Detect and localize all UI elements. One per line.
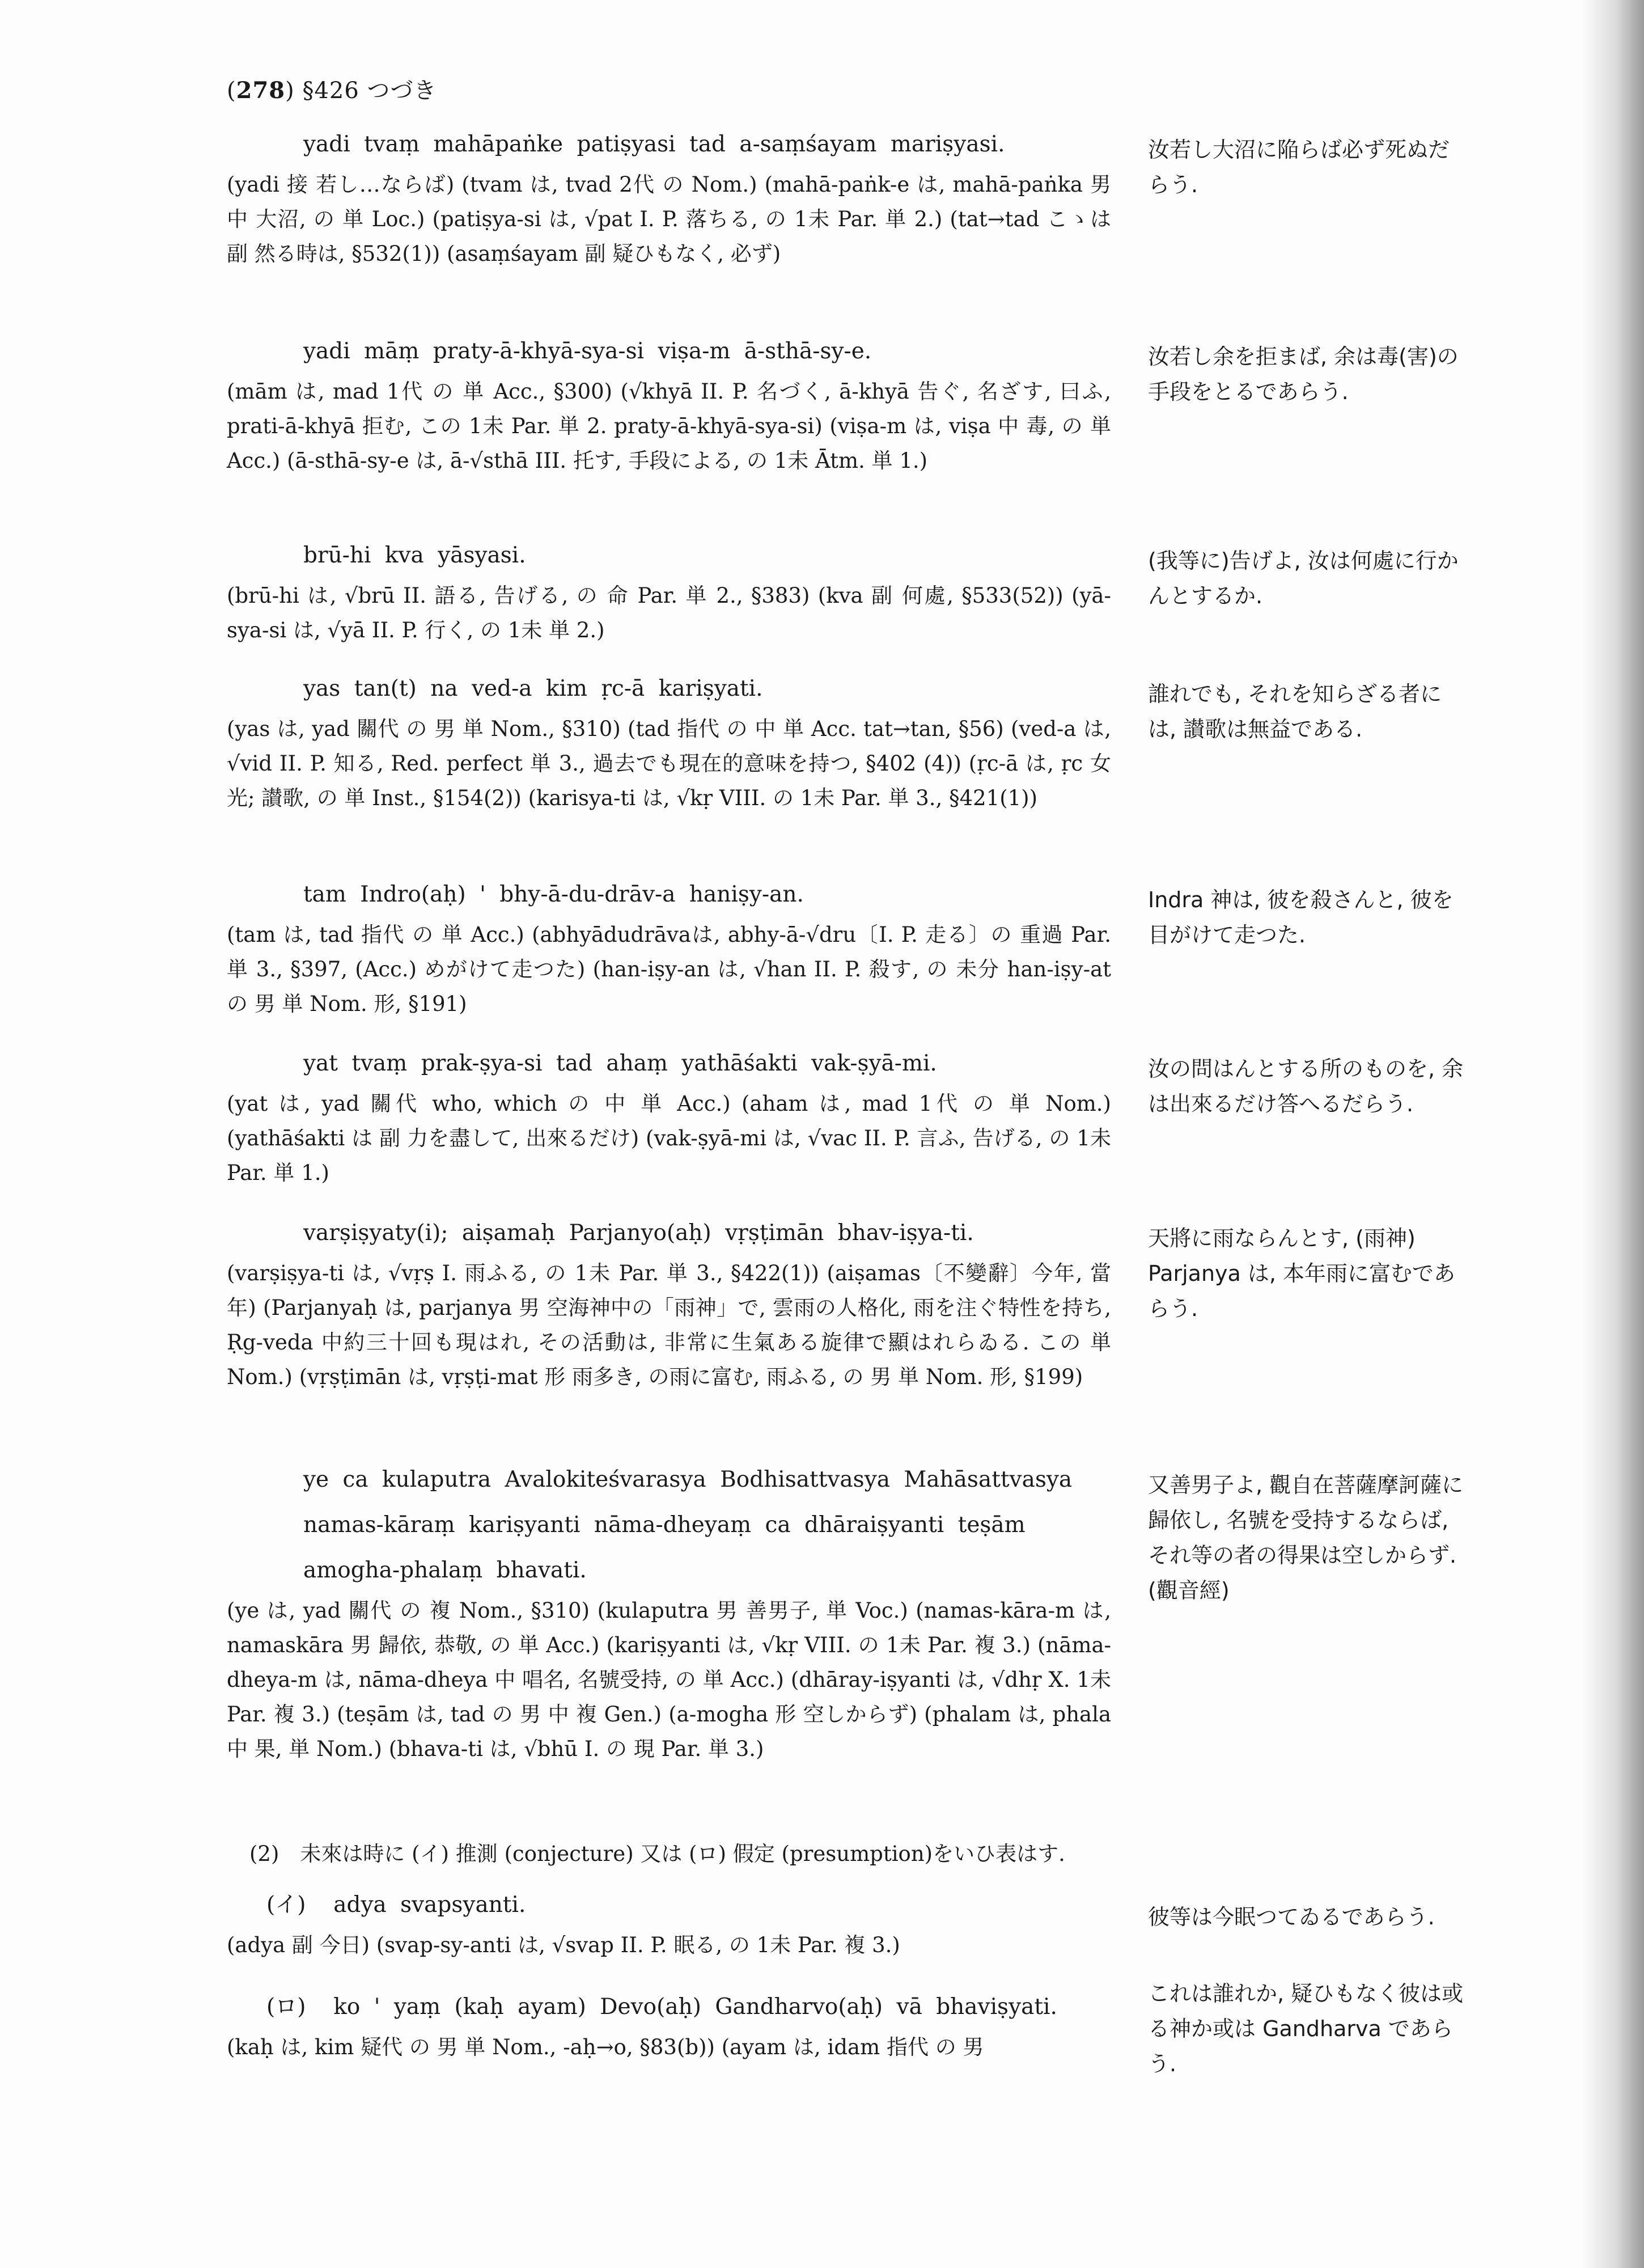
translation: 彼等は今眠つてゐるであらう. (1148, 1905, 1435, 1930)
gloss: (varṣiṣya-ti は, √vṛṣ I. 雨ふる, の 1未 Par. 単 3., §422(1)) (aiṣamas〔不變辭〕今年, 當年) (Parjanyaḥ は, parjanya 男 空海神中の「雨神」で, 雲雨の人格化, 雨を注ぐ特性を持ち, Ṛg-veda 中約三十回も現はれ, その活動は, 非常に生氣ある旋律で顯はれらゐる. この 単 Nom.) (vṛṣṭimān は, vṛṣṭi-mat 形 雨多き, の雨に富む, 雨ふる, の 男 単 Nom. 形, §199) (227, 1261, 1118, 1389)
translation: 汝若し余を拒まば, 余は毒(害)の手段をとるであらう. (1148, 344, 1459, 404)
entry-4 (227, 666, 1644, 815)
translation: 又善男子よ, 觀自在菩薩摩訶薩に歸依し, 名號を受持するならば, それ等の者の得果は空しからず. (觀音經) (1148, 1472, 1522, 1603)
entry-5 (227, 872, 1644, 1021)
gloss: (mām は, mad 1代 の 単 Acc., §300) (√khyā II. P. 名づく, ā-khyā 告ぐ, 名ざす, 曰ふ, prati-ā-khyā 拒む, この 1未 Par. 単 2. praty-ā-khyā-sya-si) (viṣa-m は, viṣa 中 毒, の 単 Acc.) (ā-sthā-sy-e は, ā-√sthā III. 托す, 手段による, の 1未 Ātm. 単 1.) (227, 379, 1118, 473)
item-label: (ロ) (266, 1994, 306, 2020)
entry-7 (227, 1211, 1644, 1394)
entry-8 (227, 1457, 1644, 1766)
entry-ro (227, 1981, 1644, 2076)
gloss: (adya 副 今日) (svap-sy-anti は, √svap II. P. 眠る, の 1未 Par. 複 3.) (227, 1933, 900, 1957)
translation: 誰れでも, それを知らざる者には, 讃歌は無益である. (1148, 682, 1442, 742)
entry-i (227, 1882, 1644, 1962)
item-label: (イ) (266, 1892, 306, 1918)
sanskrit-line: amogha-phalaṃ bhavati. (303, 1558, 587, 1583)
translation: (我等に)告げよ, 汝は何處に行かんとするか. (1148, 548, 1459, 608)
section-ref: §426 つづき (302, 78, 437, 104)
translation: 汝若し大沼に陥らば必ず死ぬだらう. (1148, 137, 1450, 197)
sanskrit-line: yadi tvaṃ mahāpaṅke patiṣyasi tad a-saṃśayam mariṣyasi. (303, 132, 1005, 157)
sanskrit-line: namas-kāraṃ kariṣyanti nāma-dheyaṃ ca dhāraiṣyanti teṣām (303, 1512, 1026, 1538)
sanskrit-line: ye ca kulaputra Avalokiteśvarasya Bodhisattvasya Mahāsattvasya (303, 1467, 1073, 1492)
page-number: 278 (236, 77, 286, 104)
section-2-heading: (2) 未來は時に (イ) 推測 (conjecture) 又は (ロ) 假定 (presumption)をいひ表はす. (249, 1842, 1065, 1866)
sanskrit-line: tam Indro(aḥ) ' bhy-ā-du-drāv-a haniṣy-an. (303, 882, 804, 907)
entry-6 (227, 1041, 1644, 1190)
gloss: (brū-hi は, √brū II. 語る, 告げる, の 命 Par. 単 2., §383) (kva 副 何處, §533(52)) (yā-sya-si は, √yā II. P. 行く, の 1未 単 2.) (227, 583, 1111, 642)
sanskrit-line: yat tvaṃ prak-ṣya-si tad ahaṃ yathāśakti vak-ṣyā-mi. (303, 1051, 937, 1076)
entry-2 (227, 329, 1644, 478)
sanskrit-line (227, 1882, 1111, 1928)
sanskrit-line (227, 1984, 1111, 2030)
gloss: (tam は, tad 指代 の 単 Acc.) (abhyādudrāvaは, abhy-ā-√dru〔I. P. 走る〕の 重過 Par. 単 3., §397, (Acc.) めがけて走つた) (han-iṣy-an は, √han II. P. 殺す, の 未分 han-iṣy-at の 男 単 Nom. 形, §191) (227, 923, 1118, 1016)
sanskrit-text: ko ' yaṃ (kaḥ ayam) Devo(aḥ) Gandharvo(aḥ) vā bhaviṣyati. (333, 1994, 1057, 2020)
sanskrit-line: yadi māṃ praty-ā-khyā-sya-si viṣa-m ā-sthā-sy-e. (303, 338, 872, 364)
sanskrit-line: brū-hi kva yāsyasi. (303, 543, 526, 568)
translation: Indra 神は, 彼を殺さんと, 彼を目がけて走つた. (1148, 887, 1454, 947)
sanskrit-line: yas tan(t) na ved-a kim ṛc-ā kariṣyati. (303, 676, 763, 701)
gloss: (yas は, yad 關代 の 男 単 Nom., §310) (tad 指代 の 中 単 Acc. tat→tan, §56) (ved-a は, √vid II. P. 知る, Red. perfect 単 3., 過去でも現在的意味を持つ, §402 (4)) (ṛc-ā は, ṛc 女 光; 讃歌, の 単 Inst., §154(2)) (karisya-ti は, √kṛ VIII. の 1未 Par. 単 3., §421(1)) (227, 717, 1118, 810)
sanskrit-line: varṣiṣyaty(i); aiṣamaḥ Parjanyo(aḥ) vṛṣṭimān bhav-iṣya-ti. (303, 1220, 974, 1246)
entry-3 (227, 533, 1644, 648)
gloss: (yat は, yad 關代 who, which の 中 単 Acc.) (aham は, mad 1代 の 単 Nom.) (yathāśakti は 副 力を盡して, 出來るだけ) (vak-ṣyā-mi は, √vac II. P. 言ふ, 告げる, の 1未 Par. 単 1.) (227, 1091, 1118, 1185)
gloss: (kaḥ は, kim 疑代 の 男 単 Nom., -aḥ→o, §83(b)) (ayam は, idam 指代 の 男 (227, 2035, 984, 2059)
gloss: (ye は, yad 關代 の 複 Nom., §310) (kulaputra 男 善男子, 単 Voc.) (namas-kāra-m は, namaskāra 男 歸依, 恭敬, の 単 Acc.) (kariṣyanti は, √kṛ VIII. の 1未 Par. 複 3.) (nāma-dheya-m は, nāma-dheya 中 唱名, 名號受持, の 単 Acc.) (dhāray-iṣyanti は, √dhṛ X. 1未 Par. 複 3.) (teṣām は, tad の 男 中 複 Gen.) (a-mogha 形 空しからず) (phalam は, phala 中 果, 単 Nom.) (bhava-ti は, √bhū I. の 現 Par. 単 3.) (227, 1598, 1118, 1761)
translation: これは誰れか, 疑ひもなく彼は或る神か或は Gandharva であらう. (1148, 1981, 1464, 2076)
sanskrit-text: adya svapsyanti. (333, 1892, 526, 1918)
page-header: (278) §426 つづき (227, 77, 437, 104)
entry-1 (227, 122, 1644, 271)
translation: 汝の問はんとする所のものを, 余は出來るだけ答へるだらう. (1148, 1056, 1464, 1116)
gloss: (yadi 接 若し…ならば) (tvam は, tvad 2代 の Nom.) (mahā-paṅk-e は, mahā-paṅka 男中 大沼, の 単 Loc.) (patiṣya-si は, √pat I. P. 落ちる, の 1未 Par. 単 2.) (tat→tad こゝは 副 然る時は, §532(1)) (asaṃśayam 副 疑ひもなく, 必ず) (227, 172, 1118, 266)
translation: 天將に雨ならんとす, (雨神) Parjanya は, 本年雨に富むであらう. (1148, 1226, 1456, 1321)
